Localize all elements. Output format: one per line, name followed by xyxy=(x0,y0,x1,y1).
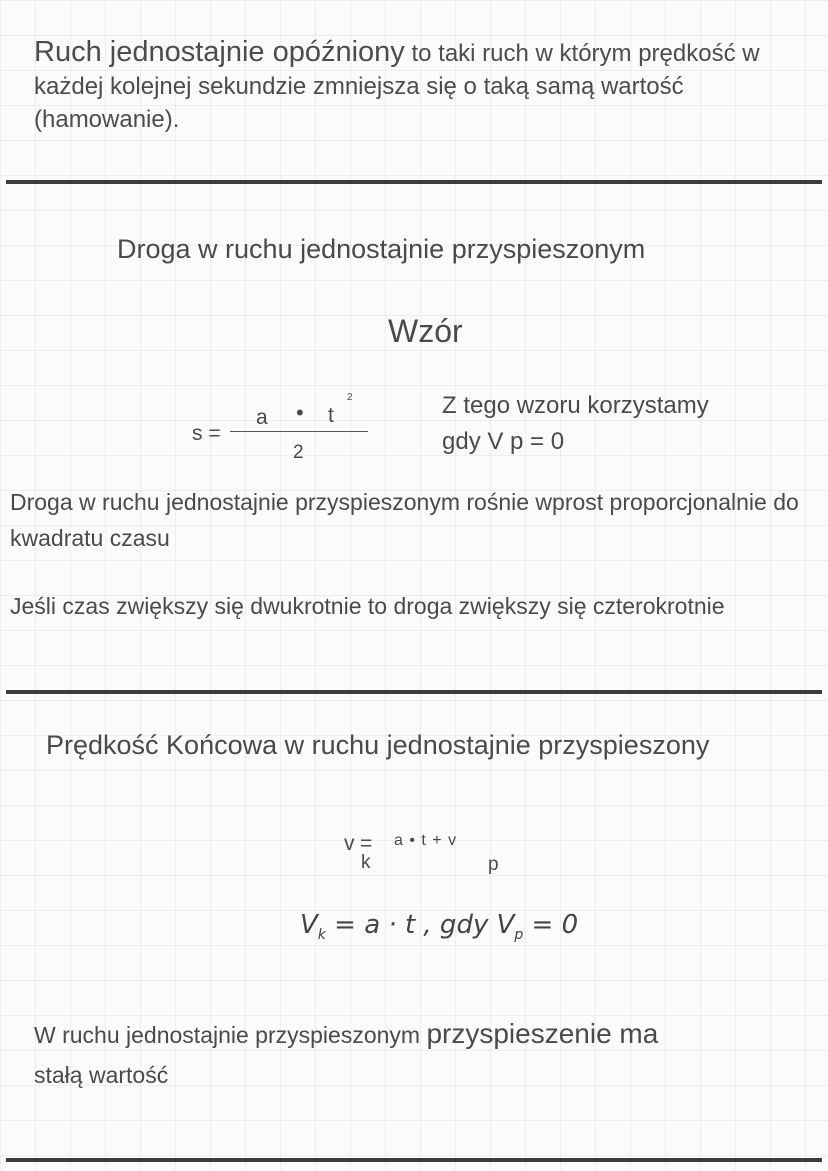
intro-text: to taki ruch w którym prędkość w każdej kolejnej sekundzie zmniejsza się o taką samą wartość (hamowanie). xyxy=(34,40,760,133)
acc-text-start: W ruchu jednostajnie przyspieszonym xyxy=(34,1022,427,1048)
note-line-2: gdy V p = 0 xyxy=(442,428,565,455)
fraction-line xyxy=(230,431,368,432)
distance-paragraph-1: Droga w ruchu jednostajnie przyspieszonym rośnie wprost proporcjonalnie do kwadratu czasu xyxy=(10,489,799,551)
formula-a: a xyxy=(256,406,268,429)
distance-paragraph-2: Jeśli czas zwiększy się dwukrotnie to droga zwiększy się czterokrotnie xyxy=(10,593,725,619)
acc-text-big: przyspieszenie ma xyxy=(426,1018,659,1049)
formula-rest: a • t + v xyxy=(394,832,457,849)
intro-term: Ruch jednostajnie opóźniony xyxy=(34,36,405,68)
acc-text-end: stałą wartość xyxy=(34,1062,169,1088)
acceleration-paragraph xyxy=(34,1014,794,1095)
formula-k: k xyxy=(361,852,371,873)
velocity-formula xyxy=(340,830,540,890)
formula-p: p xyxy=(488,854,499,875)
formula-t: t xyxy=(328,404,334,427)
section-divider-1 xyxy=(6,180,822,184)
hand-sub2: p xyxy=(514,927,524,944)
hand-v1: V xyxy=(300,910,318,940)
hand-v2: V xyxy=(496,910,515,940)
formula-heading: Wzór xyxy=(388,313,463,349)
formula-note xyxy=(442,388,709,460)
hand-end: = 0 xyxy=(523,910,579,940)
distance-heading: Droga w ruchu jednostajnie przyspieszonym xyxy=(117,234,646,264)
formula-lhs: s = xyxy=(192,422,221,445)
formula-denominator: 2 xyxy=(293,442,304,463)
velocity-heading: Prędkość Końcowa w ruchu jednostajnie przyspieszony xyxy=(46,730,710,760)
section-divider-2 xyxy=(6,690,822,694)
formula-eq: = xyxy=(360,832,373,855)
intro-paragraph xyxy=(34,36,774,136)
distance-formula xyxy=(192,384,392,474)
formula-dot: • xyxy=(296,400,304,425)
hand-mid: = a · t , gdy xyxy=(325,910,497,940)
hand-sub1: k xyxy=(317,927,326,944)
formula-v: v xyxy=(344,832,355,855)
section-divider-3 xyxy=(6,1158,822,1162)
note-line-1: Z tego wzoru korzystamy xyxy=(442,392,709,419)
formula-exponent: 2 xyxy=(347,392,353,403)
handwritten-formula xyxy=(300,910,578,943)
